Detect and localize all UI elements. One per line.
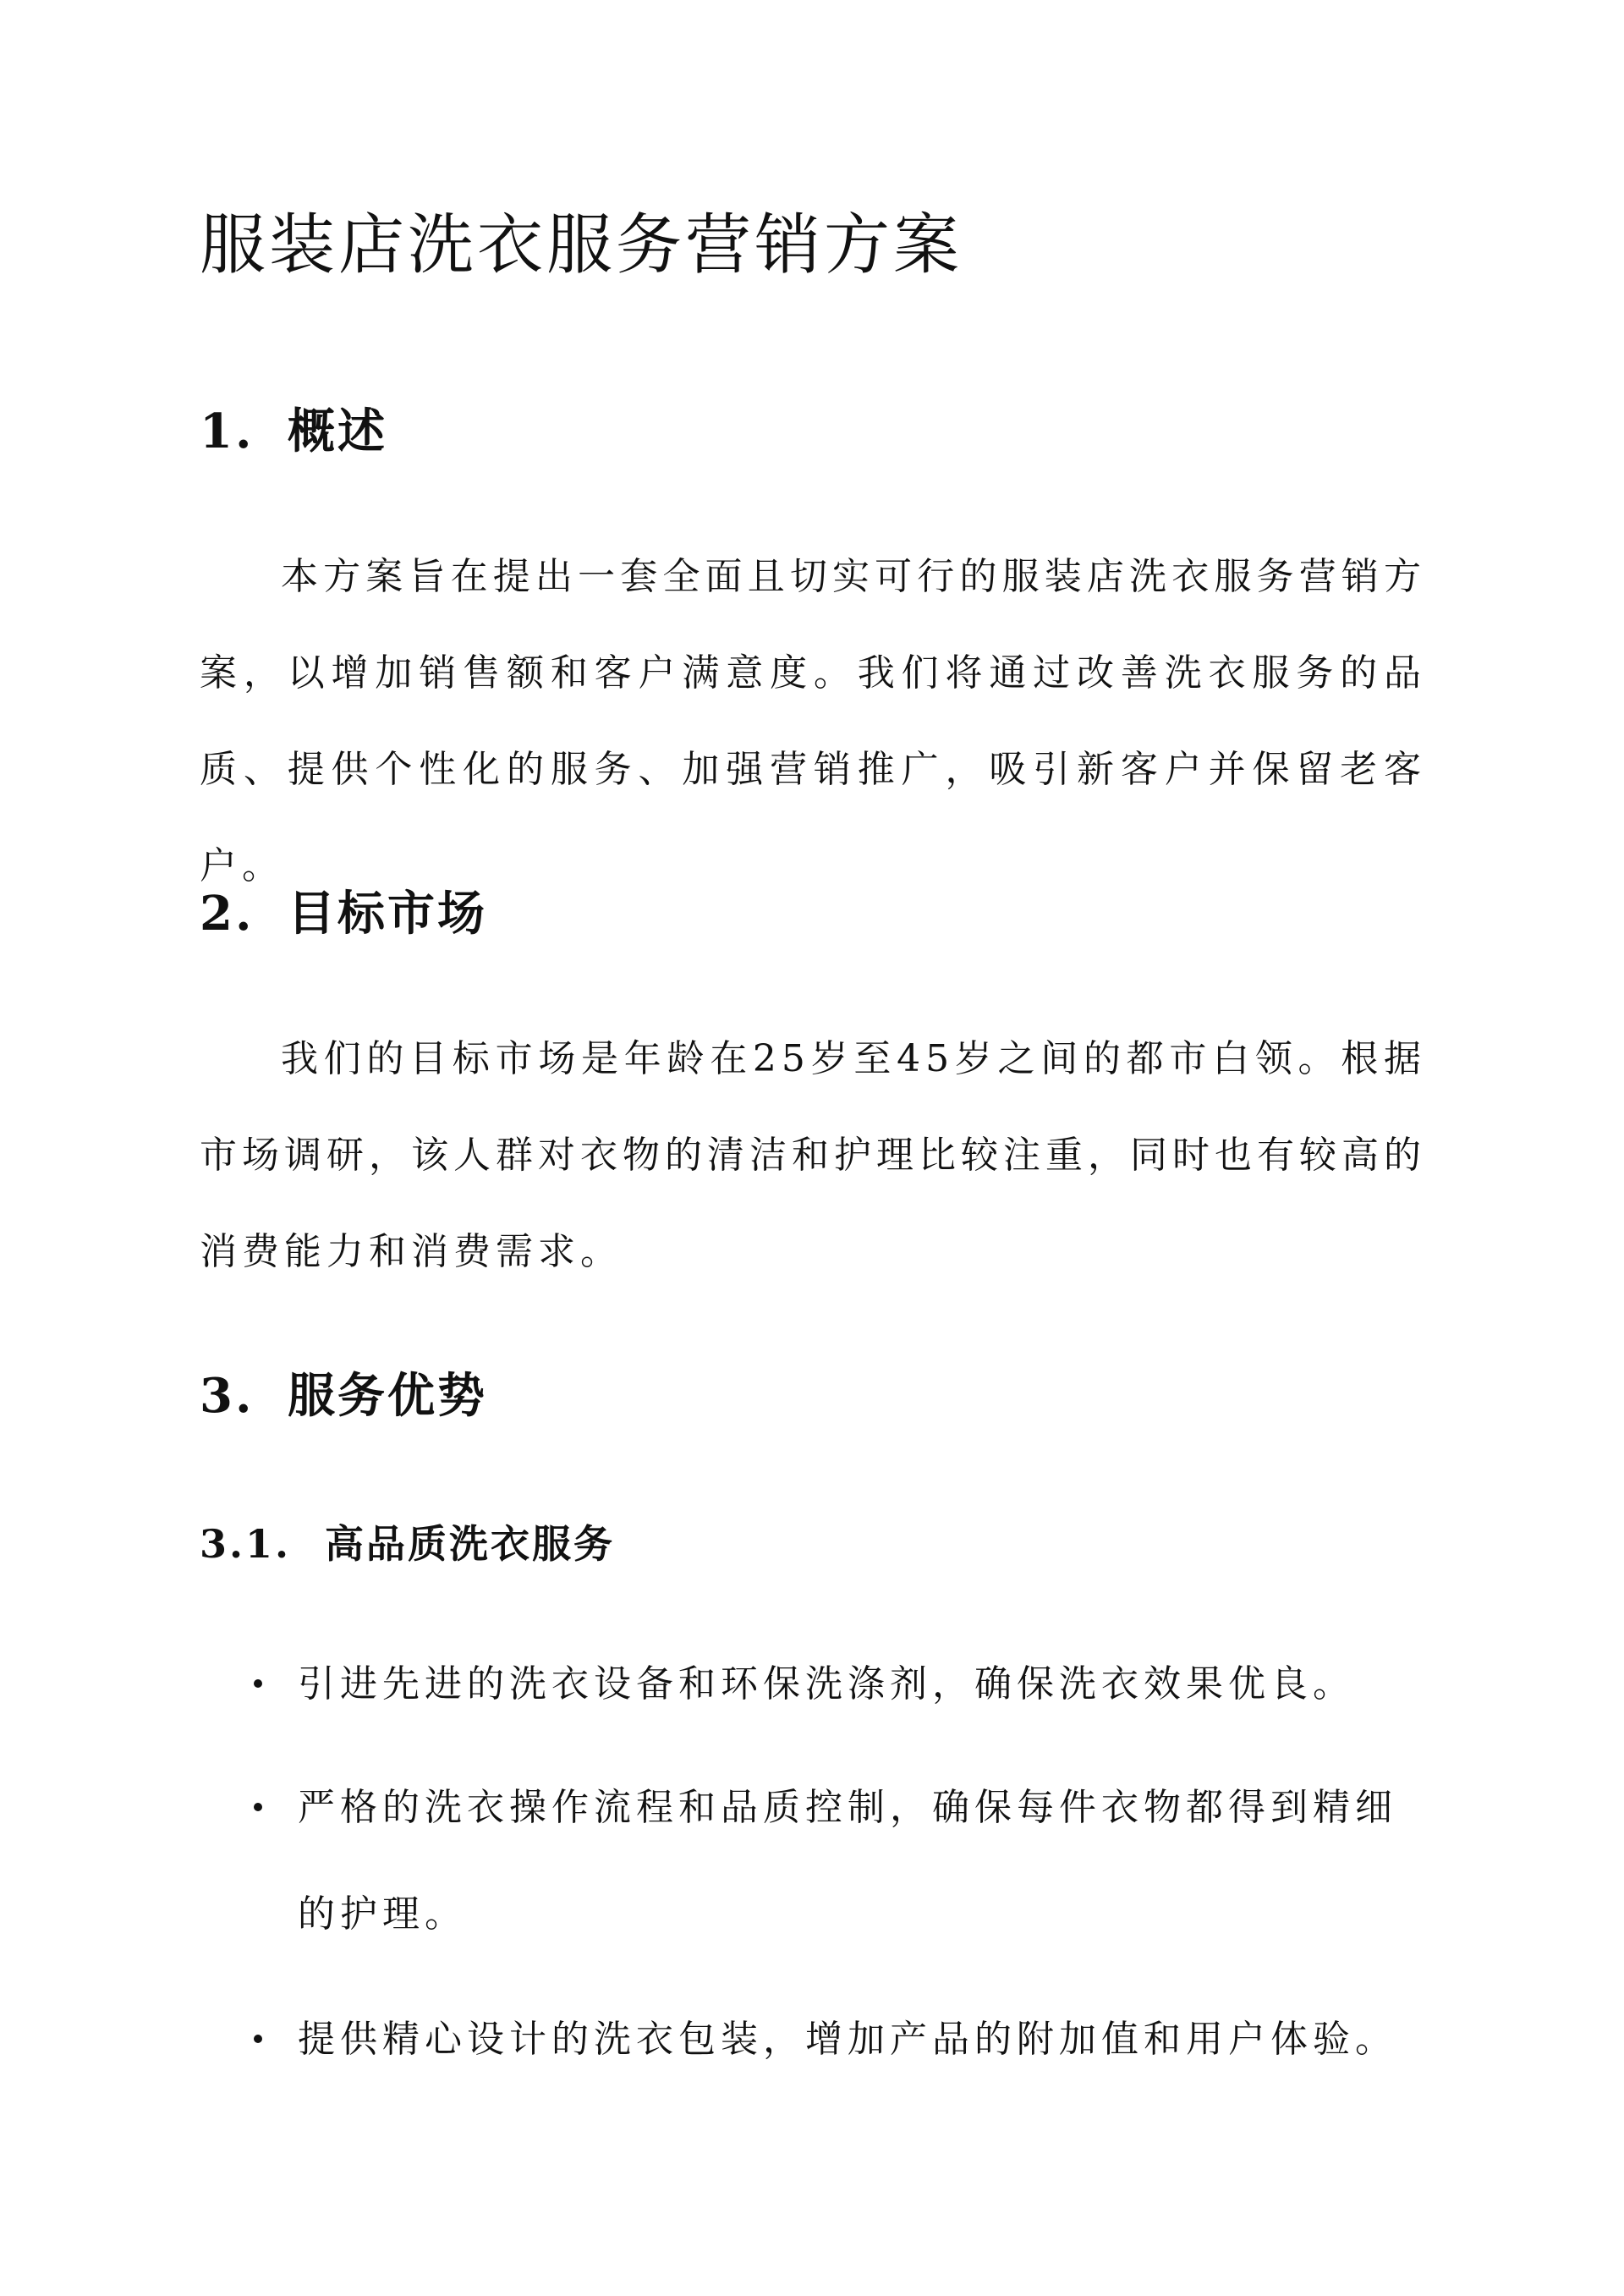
- section-heading-target-market: [200, 880, 487, 948]
- section-title: 概述: [288, 404, 387, 459]
- document-title: 服装店洗衣服务营销方案: [200, 207, 963, 283]
- section-title: 目标市场: [288, 886, 487, 942]
- section-paragraph-target-market: 我们的目标市场是年龄在25岁至45岁之间的都市白领。根据市场调研，该人群对衣物的清洁和护理比较注重，同时也有较高的消费能力和消费需求。: [200, 1037, 1426, 1273]
- list-item-text: 严格的洗衣操作流程和品质控制，确保每件衣物都得到精细的护理。: [298, 1786, 1397, 1936]
- list-item: [298, 1631, 1431, 1738]
- section-paragraph-overview: 本方案旨在提出一套全面且切实可行的服装店洗衣服务营销方案，以增加销售额和客户满意度。我们将通过改善洗衣服务的品质、提供个性化的服务、加强营销推广，吸引新客户并保留老客户。: [200, 555, 1426, 887]
- section-title: 服务优势: [288, 1368, 487, 1424]
- list-item: [298, 1755, 1431, 1968]
- list-item-text: 引进先进的洗衣设备和环保洗涤剂，确保洗衣效果优良。: [298, 1662, 1355, 1706]
- bullet-dot-icon: [254, 1803, 262, 1811]
- section-number: 3.: [200, 1368, 255, 1424]
- subsection-heading-quality-laundry: [200, 1514, 615, 1574]
- subsection-title: 高品质洗衣服务: [325, 1521, 615, 1567]
- section-number: 1.: [200, 404, 255, 459]
- bullet-dot-icon: [254, 2035, 262, 2043]
- subsection-number: 3.1.: [200, 1521, 292, 1567]
- list-item: [298, 1986, 1431, 2093]
- section-heading-overview: [200, 398, 387, 465]
- list-item-text: 提供精心设计的洗衣包装，增加产品的附加值和用户体验。: [298, 2018, 1397, 2061]
- bullet-dot-icon: [254, 1679, 262, 1688]
- section-number: 2.: [200, 886, 255, 942]
- section-heading-service-advantages: [200, 1362, 487, 1430]
